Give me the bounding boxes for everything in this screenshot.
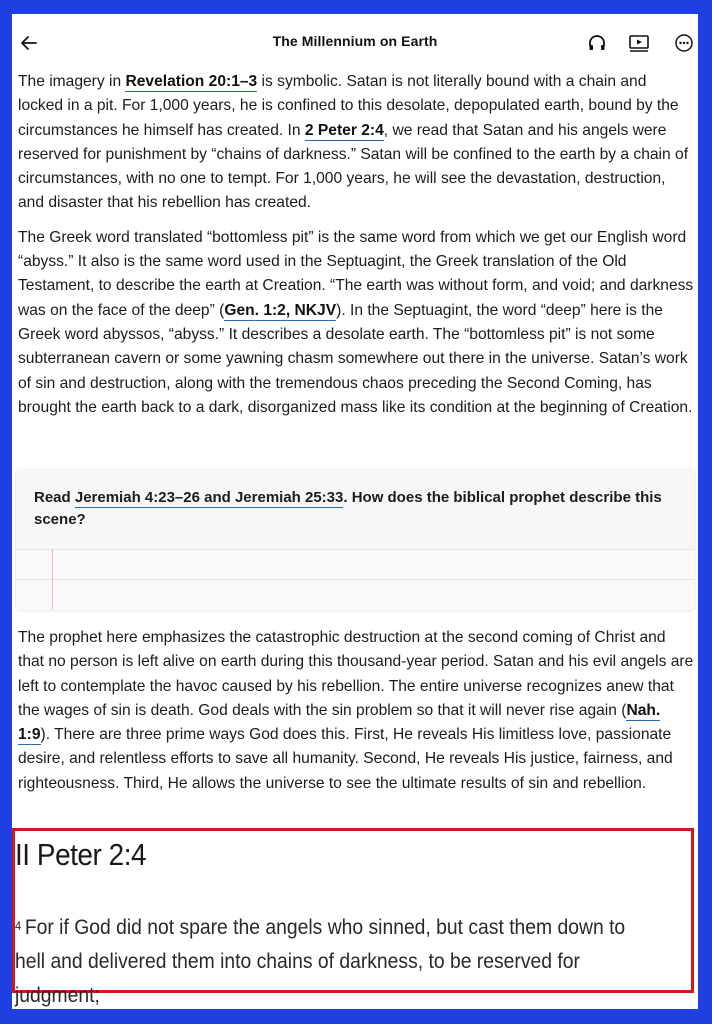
top-bar: [12, 14, 698, 70]
text-span: ). There are three prime ways God does this. First, He reveals His limitless love, passionate desire, and relentless efforts to save all humanity. Second, He reveals His justice, fairness, and righteousness. Third, He allows the universe to see the ultimate results of sin and rebellion.: [18, 726, 673, 792]
back-arrow-icon: [20, 34, 38, 52]
text-span: The imagery in: [18, 73, 126, 90]
text-span: Read: [34, 489, 75, 506]
lesson-content: [18, 70, 694, 430]
scripture-link-2-peter[interactable]: 2 Peter 2:4: [304, 121, 384, 139]
verse-number: 4: [15, 919, 22, 933]
verse-popup: [12, 828, 694, 1007]
text-span: . How does the biblical prophet describe this scene?: [34, 489, 662, 528]
verse-body: For if God did not spare the angels who sinned, but cast them down to hell and delivered them into chains of darkness, to be reserved for judgment;: [15, 916, 626, 1007]
paragraph-1: [18, 70, 694, 216]
video-button[interactable]: [626, 30, 652, 56]
app-window: [12, 14, 698, 1009]
page-title: The Millennium on Earth: [272, 33, 438, 49]
answer-rule-line: [16, 579, 694, 580]
audio-button[interactable]: [584, 30, 610, 56]
scripture-link-nahum[interactable]: Nah. 1:9: [18, 701, 661, 744]
text-span: , we read that Satan and his angels were reserved for punishment by “chains of darkness.” Satan will be confined to the earth by a chain of circumstances, with no one to tempt. For 1,000 years, he will see the devastation, destruction, and disaster that his rebellion has created.: [18, 121, 689, 212]
scripture-link-genesis[interactable]: Gen. 1:2, NKJV: [224, 301, 337, 319]
paragraph-2: [18, 226, 694, 420]
more-options-icon: [674, 33, 694, 53]
verse-reference-heading: II Peter 2:4: [15, 837, 147, 872]
headphones-icon: [587, 33, 607, 53]
back-button[interactable]: [16, 30, 42, 56]
question-card: [16, 469, 694, 609]
video-play-icon: [628, 33, 650, 53]
text-span: The prophet here emphasizes the catastrophic destruction at the second coming of Christ and that no person is left alive on earth during this thousand-year period. Satan and his evil angels are left to contemplate the havoc caused by his rebellion. The entire universe recognizes anew that the wages of sin is death. God deals with the sin problem so that it will never rise again (: [18, 629, 694, 719]
text-span: ). In the Septuagint, the word “deep” here is the Greek word abyssos, “abyss.” It describes a desolate earth. The “bottomless pit” is not some subterranean cavern or some yawning chasm somewhere out there in the universe. Satan’s work of sin and destruction, along with the tremendous chaos preceding the Second Coming, has brought the earth back to a dark, disorganized mass like its condition at the beginning of Creation.: [18, 301, 693, 416]
text-span: The Greek word translated “bottomless pit” is the same word from which we get our English word “abyss.” It also is the same word used in the Septuagint, the Greek translation of the Old Testament, to describe the earth at Creation. “The earth was without form, and void; and darkness was on the face of the deep” (: [18, 228, 694, 319]
scripture-link-revelation[interactable]: Revelation 20:1–3: [125, 73, 258, 90]
question-text: [34, 487, 674, 531]
answer-margin-line: [52, 549, 53, 609]
scripture-link-jeremiah[interactable]: Jeremiah 4:23–26 and Jeremiah 25:33: [74, 489, 344, 506]
more-options-button[interactable]: [671, 30, 697, 56]
paragraph-3: [18, 626, 694, 796]
verse-text: [15, 911, 659, 1009]
text-span: is symbolic. Satan is not literally bound with a chain and locked in a pit. For 1,000 years, he is confined to this desolate, depopulated earth, bound by the circumstances he himself has created. In: [18, 73, 679, 139]
